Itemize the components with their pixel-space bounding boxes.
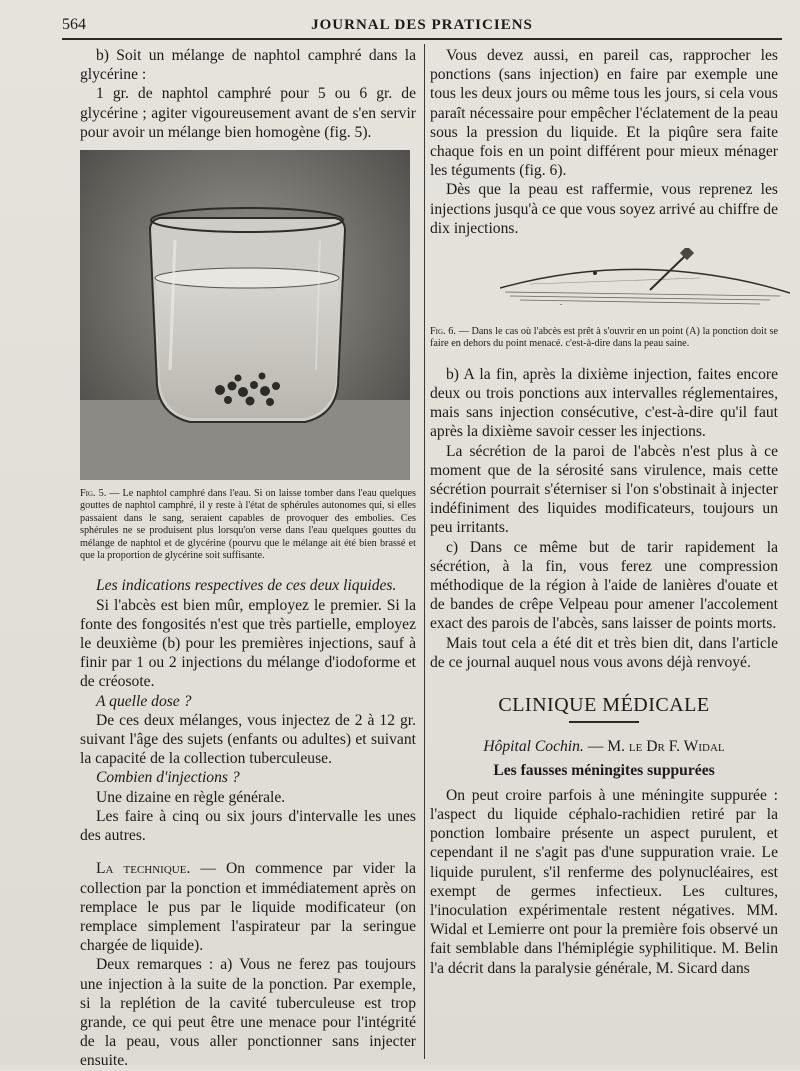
doctor-name: — M. le Dr F. Widal: [583, 738, 725, 756]
injections-heading: Combien d'injections ?: [96, 769, 240, 787]
paragraph: La sécrétion de la paroi de l'abcès n'est plus à ce moment que de la sérosité sans virulence, mais cette sécrétion pourrait s'éterniser si l'on s'obstinait à injecter indéfiniment des liquides modificateurs, toujours un peu irritants.: [430, 442, 778, 537]
technique-text: — On commence par vider la collection par la ponction et immédiatement après on remplace le pus par le liquide modificateur (on remplace simplement l'aspirateur par la seringue chargée de liquide).: [80, 860, 416, 955]
paragraph: [80, 859, 416, 955]
figure-6-caption: [430, 326, 778, 351]
paragraph: Si l'abcès est bien mûr, employez le premier. Si la fonte des fongosités n'est que très partielle, employez le deuxième (b) pour les premières injections, sauf à finir par 1 ou 2 injections du mélange d'iodoforme et de créosote.: [80, 596, 416, 691]
technique-label: La technique.: [96, 860, 191, 878]
paragraph: b) Soit un mélange de naphtol camphré dans la glycérine :: [80, 47, 416, 84]
glass-drawing: [80, 150, 410, 480]
figure-6-caption-text: — Dans le cas où l'abcès est prêt à s'ouvrir en un point (A) la ponction doit se faire en dehors du point menacé. c'est-à-dire dans la peau saine.: [430, 326, 778, 350]
hospital-name: Hôpital Cochin.: [483, 738, 584, 756]
section-title: CLINIQUE MÉDICALE: [498, 694, 710, 717]
page-number: 564: [62, 16, 86, 33]
paragraph: Les faire à cinq ou six jours d'intervalle les unes des autres.: [80, 807, 416, 845]
paragraph: On peut croire parfois à une méningite suppurée : l'aspect du liquide céphalo-rachidien retiré par la ponction lombaire présente un aspect purulent, et cependant il ne s'agit pas d'une suppuration vraie. Le liquide purulent, s'il renferme des polynucléaires, est exempt de germes infectieux. Les cultures, l'inoculation expérimentale restent négatives. MM. Widal et Lemierre ont pour la première fois observé un fait semblable dans l'hémiplégie syphilitique. M. Belin l'a décrit dans la paralysie générale, M. Sicard dans: [430, 786, 778, 977]
page-header: [62, 14, 782, 40]
paragraph: Vous devez aussi, en pareil cas, rapprocher les ponctions (sans injection) en faire par exemple une tous les deux jours ou même tous les jours, si cela vous paraît nécessaire pour empêcher l'éclatement de la peau sous la pression du liquide. Et la piqûre sera faite chaque fois en un point différent pour mieux ménager les téguments (fig. 6).: [430, 47, 778, 180]
paragraph: Mais tout cela a été dit et très bien dit, dans l'article de ce journal auquel nous vous avons déjà renvoyé.: [430, 634, 778, 671]
right-column: [430, 46, 778, 978]
dose-heading: A quelle dose ?: [96, 692, 192, 710]
column-divider: [424, 44, 425, 1059]
figure-5-caption: [80, 488, 416, 562]
left-column: [80, 46, 416, 1071]
journal-title: JOURNAL DES PRATICIENS: [311, 17, 533, 33]
figure-5-caption-text: — Le naphtol camphré dans l'eau. Si on laisse tomber dans l'eau quelques gouttes de naphtol camphré, il y reste à l'état de sphérules autonomes qui, si elles passaient dans le sang, seraient capables de provoquer des embolies. Ces sphérules ne se produisent plus lorsqu'on verse dans l'eau quelques gouttes du mélange de naphtol et de glycérine (pourvu que le mélange ait été bien brassé et que la proportion de glycérine soit suffisante.: [80, 488, 416, 562]
paragraph: Une dizaine en règle générale.: [96, 788, 286, 806]
hospital-line: [430, 737, 778, 756]
puncture-drawing: [500, 248, 790, 318]
figure-5-label: Fig. 5.: [80, 488, 107, 500]
section-rule: [569, 721, 639, 723]
figure-5-glass-illustration: [80, 150, 410, 480]
paragraph: Deux remarques : a) Vous ne ferez pas toujours une injection à la suite de la ponction. Par exemple, si la replétion de la cavité tuberculeuse est trop grande, ce qui peut être une menace pour l'intégrité de la peau, vous aller ponctionner sans injecter ensuite.: [80, 956, 416, 1070]
indications-heading: Les indications respectives de ces deux liquides.: [96, 577, 397, 595]
paragraph: De ces deux mélanges, vous injectez de 2 à 12 gr. suivant l'âge des sujets (enfants ou adultes) et suivant la capacité de la collection tuberculeuse.: [80, 711, 416, 768]
paragraph: b) A la fin, après la dixième injection, faites encore deux ou trois ponctions aux intervalles réglementaires, mais sans injection consécutive, c'est-à-dire qu'il faut après la dixième savoir cesser les injections.: [430, 365, 778, 441]
paragraph: 1 gr. de naphtol camphré pour 5 ou 6 gr. de glycérine ; agiter vigoureusement avant de s'en servir pour avoir un mélange bien homogène (fig. 5).: [80, 85, 416, 141]
figure-6-label: Fig. 6.: [430, 326, 456, 338]
article-subtitle: Les fausses méningites suppurées: [493, 761, 715, 779]
paragraph: Dès que la peau est raffermie, vous reprenez les injections jusqu'à ce que vous soyez arrivé au chiffre de dix injections.: [430, 181, 778, 237]
paragraph: c) Dans ce même but de tarir rapidement la sécrétion, à la fin, vous ferez une compression méthodique de la région à l'aide de lanières d'ouate et de bandes de crêpe Velpeau pour amener l'accolement exact des parois de l'abcès, sans laisser de points morts.: [430, 538, 778, 633]
svg-text:-: -: [560, 300, 563, 309]
figure-6-puncture-illustration: [500, 248, 790, 318]
